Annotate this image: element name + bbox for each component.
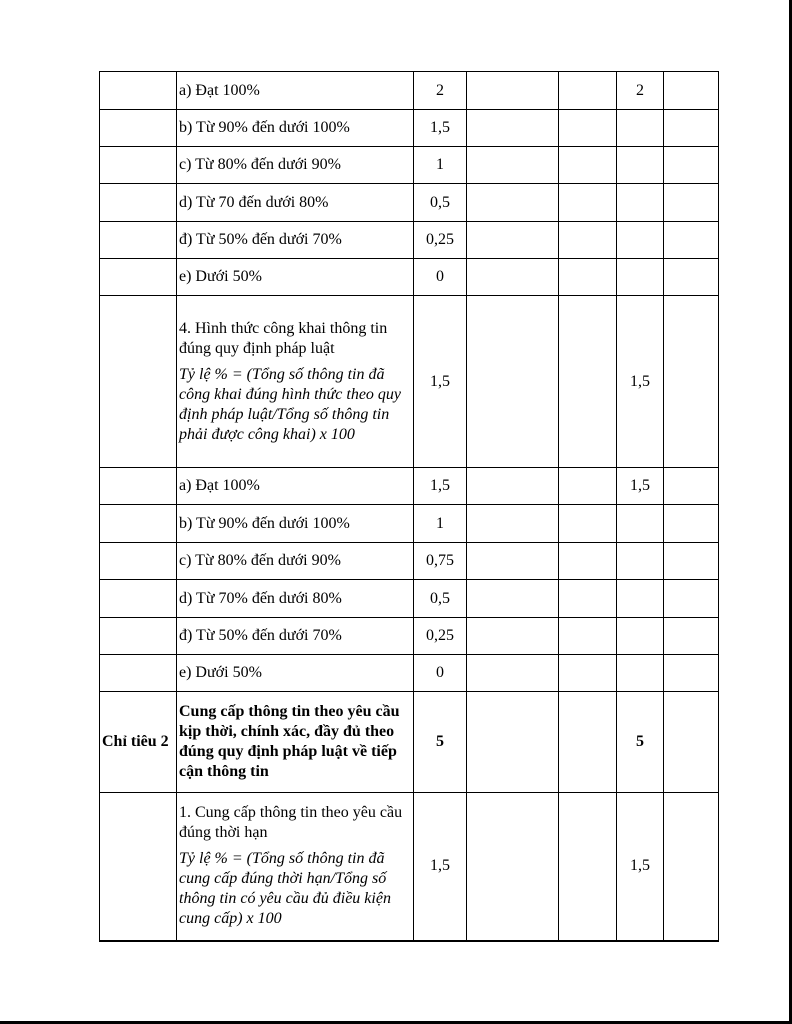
score-cell — [617, 259, 664, 296]
blank-cell — [467, 147, 559, 184]
table-row — [100, 296, 719, 468]
table-row — [100, 72, 719, 110]
max-score-cell: 1,5 — [414, 468, 467, 505]
label-cell — [100, 505, 177, 543]
content-cell: a) Đạt 100% — [177, 468, 414, 505]
blank-cell — [559, 222, 617, 259]
blank-cell — [559, 543, 617, 580]
label-cell — [100, 793, 177, 941]
blank-cell — [664, 793, 719, 941]
label-cell — [100, 147, 177, 184]
formula-note: Tỷ lệ % = (Tổng số thông tin đã cung cấp đúng thời hạn/Tổng số thông tin có yêu cầu đủ điều kiện cung cấp) x 100 — [179, 850, 391, 928]
blank-cell — [664, 505, 719, 543]
blank-cell — [664, 692, 719, 793]
score-cell — [617, 184, 664, 222]
content-cell: b) Từ 90% đến dưới 100% — [177, 110, 414, 147]
blank-cell — [664, 618, 719, 655]
content-cell: c) Từ 80% đến dưới 90% — [177, 543, 414, 580]
blank-cell — [467, 692, 559, 793]
blank-cell — [664, 543, 719, 580]
score-cell — [617, 618, 664, 655]
max-score-cell: 1,5 — [414, 793, 467, 941]
criteria-table — [99, 71, 719, 942]
table-row — [100, 259, 719, 296]
item-title: 4. Hình thức công khai thông tin đúng quy định pháp luật — [179, 319, 388, 357]
content-cell — [177, 296, 414, 468]
table-row — [100, 147, 719, 184]
blank-cell — [559, 184, 617, 222]
label-cell — [100, 655, 177, 692]
table-row — [100, 505, 719, 543]
blank-cell — [559, 793, 617, 941]
blank-cell — [467, 72, 559, 110]
table-row — [100, 580, 719, 618]
blank-cell — [664, 110, 719, 147]
blank-cell — [467, 110, 559, 147]
content-cell: đ) Từ 50% đến dưới 70% — [177, 222, 414, 259]
blank-cell — [664, 580, 719, 618]
max-score-cell: 0,75 — [414, 543, 467, 580]
max-score-cell: 2 — [414, 72, 467, 110]
blank-cell — [664, 72, 719, 110]
blank-cell — [664, 222, 719, 259]
blank-cell — [559, 580, 617, 618]
formula-note: Tỷ lệ % = (Tổng số thông tin đã công khai đúng hình thức theo quy định pháp luật/Tổng số thông tin phải được công khai) x 100 — [179, 365, 402, 443]
table-row — [100, 543, 719, 580]
max-score-cell: 1 — [414, 505, 467, 543]
blank-cell — [664, 296, 719, 468]
score-cell — [617, 543, 664, 580]
table-row — [100, 468, 719, 505]
label-cell — [100, 259, 177, 296]
label-cell — [100, 468, 177, 505]
content-cell: d) Từ 70% đến dưới 80% — [177, 580, 414, 618]
label-cell — [100, 110, 177, 147]
table-row — [100, 110, 719, 147]
table-row — [100, 692, 719, 793]
blank-cell — [559, 618, 617, 655]
blank-cell — [664, 468, 719, 505]
blank-cell — [559, 296, 617, 468]
content-cell: d) Từ 70 đến dưới 80% — [177, 184, 414, 222]
blank-cell — [664, 184, 719, 222]
blank-cell — [467, 184, 559, 222]
blank-cell — [467, 543, 559, 580]
max-score-cell: 0 — [414, 655, 467, 692]
content-cell: đ) Từ 50% đến dưới 70% — [177, 618, 414, 655]
max-score-cell: 5 — [414, 692, 467, 793]
blank-cell — [467, 618, 559, 655]
blank-cell — [467, 468, 559, 505]
score-cell — [617, 147, 664, 184]
content-cell: e) Dưới 50% — [177, 259, 414, 296]
score-cell — [617, 655, 664, 692]
label-cell — [100, 618, 177, 655]
content-cell — [177, 793, 414, 941]
blank-cell — [664, 655, 719, 692]
max-score-cell: 0 — [414, 259, 467, 296]
blank-cell — [467, 505, 559, 543]
table-row — [100, 184, 719, 222]
table-row — [100, 618, 719, 655]
blank-cell — [467, 580, 559, 618]
score-cell — [617, 505, 664, 543]
blank-cell — [559, 259, 617, 296]
label-cell — [100, 580, 177, 618]
criterion-title: Cung cấp thông tin theo yêu cầu kịp thời, chính xác, đầy đủ theo đúng quy định pháp luật về tiếp cận thông tin — [177, 692, 414, 793]
blank-cell — [559, 110, 617, 147]
score-cell — [617, 110, 664, 147]
blank-cell — [664, 259, 719, 296]
blank-cell — [664, 147, 719, 184]
blank-cell — [559, 692, 617, 793]
max-score-cell: 0,5 — [414, 580, 467, 618]
max-score-cell: 1,5 — [414, 110, 467, 147]
max-score-cell: 1,5 — [414, 296, 467, 468]
score-cell — [617, 580, 664, 618]
blank-cell — [559, 468, 617, 505]
score-cell — [617, 222, 664, 259]
content-cell: e) Dưới 50% — [177, 655, 414, 692]
blank-cell — [467, 222, 559, 259]
score-cell: 1,5 — [617, 296, 664, 468]
content-cell: a) Đạt 100% — [177, 72, 414, 110]
criterion-label: Chỉ tiêu 2 — [100, 692, 177, 793]
score-cell: 5 — [617, 692, 664, 793]
score-cell: 1,5 — [617, 468, 664, 505]
label-cell — [100, 184, 177, 222]
max-score-cell: 0,5 — [414, 184, 467, 222]
table-row — [100, 222, 719, 259]
max-score-cell: 1 — [414, 147, 467, 184]
score-cell: 1,5 — [617, 793, 664, 941]
blank-cell — [467, 296, 559, 468]
content-cell: b) Từ 90% đến dưới 100% — [177, 505, 414, 543]
blank-cell — [559, 655, 617, 692]
blank-cell — [467, 259, 559, 296]
item-title: 1. Cung cấp thông tin theo yêu cầu đúng thời hạn — [179, 804, 403, 842]
blank-cell — [559, 147, 617, 184]
max-score-cell: 0,25 — [414, 618, 467, 655]
blank-cell — [559, 72, 617, 110]
label-cell — [100, 543, 177, 580]
blank-cell — [467, 793, 559, 941]
score-cell: 2 — [617, 72, 664, 110]
blank-cell — [467, 655, 559, 692]
label-cell — [100, 222, 177, 259]
content-cell: c) Từ 80% đến dưới 90% — [177, 147, 414, 184]
label-cell — [100, 296, 177, 468]
blank-cell — [559, 505, 617, 543]
table-row — [100, 793, 719, 941]
table-row — [100, 655, 719, 692]
max-score-cell: 0,25 — [414, 222, 467, 259]
label-cell — [100, 72, 177, 110]
